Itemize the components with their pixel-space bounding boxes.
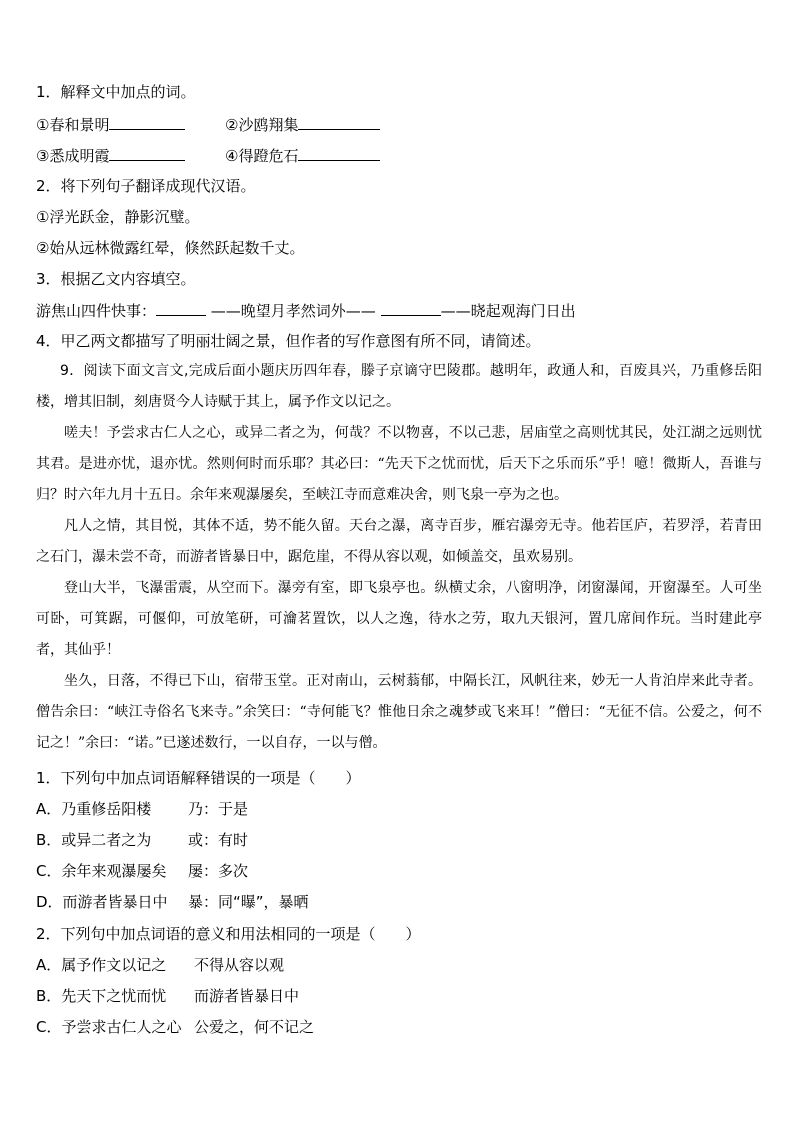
q1-title: 1．解释文中加点的词。 (36, 83, 196, 101)
q2-title: 2．将下列句子翻译成现代汉语。 (36, 177, 256, 195)
mc1-option-d-def: 暴：同“曝”，暴晒 (188, 893, 309, 911)
mc2-option-c[interactable] (36, 1017, 314, 1037)
mc1-option-c[interactable] (36, 861, 248, 881)
mc2-option-a-def: 不得从容以观 (194, 956, 285, 974)
q3-fill-line (36, 300, 576, 321)
q3-mid: ——晚望月孝然词外—— (210, 302, 376, 320)
mc2-option-b-label: B．先天下之忧而忧 (36, 987, 167, 1005)
q1-row-1 (36, 114, 380, 135)
mc2-option-a-label: A．属予作文以记之 (36, 956, 167, 974)
q3-title: 3．根据乙文内容填空。 (36, 270, 196, 288)
q3-end: ——晓起观海门日出 (440, 302, 576, 320)
mc1-option-a-def: 乃：于是 (188, 800, 249, 818)
passage-paragraph-5: 坐久，日落，不得已下山，宿带玉堂。正对南山，云树蓊郁，中隔长江，风帆往来，妙无一人肯泊岸来此寺者。僧告余曰：“峡江寺俗名飞来寺。”余笑曰：“寺何能飞？惟他日余之魂梦或飞来耳！”僧曰：“无征不信。公爱之，何不记之！”余曰：“诺。”已遂述数行，一以自存，一以与僧。 (36, 673, 762, 751)
q1-item-a: ①春和景明 (36, 116, 110, 134)
mc1-option-d[interactable] (36, 892, 309, 912)
q3-lead: 游焦山四件快事： (36, 302, 157, 320)
mc2-option-b[interactable] (36, 986, 299, 1006)
mc1-option-a-label: A．乃重修岳阳楼 (36, 800, 152, 818)
mc2-option-a[interactable] (36, 955, 284, 975)
mc1-option-d-label: D．而游者皆暴日中 (36, 893, 168, 911)
passage-paragraph-3: 凡人之情，其目悦，其体不适，势不能久留。天台之瀑，离寺百步，雁宕瀑旁无寺。他若匡庐，若罗浮，若青田之石门，瀑未尝不奇，而游者皆暴日中，踞危崖，不得从容以观，如倾盖交，虽欢易别。 (36, 518, 762, 565)
q1-item-b: ②沙鸥翔集 (225, 116, 299, 134)
passage-paragraph-2: 嗟夫！予尝求古仁人之心，或异二者之为，何哉？不以物喜，不以己悲，居庙堂之高则忧其民，处江湖之远则忧其君。是进亦忧，退亦忧。然则何时而乐耶？其必曰：“先天下之忧而忧，后天下之乐而乐”乎！噫！微斯人，吾谁与归？时六年九月十五日。余年来观瀑屡矣，至峡江寺而意难决舍，则飞泉一亭为之也。 (36, 425, 762, 503)
q2-item-a: ①浮光跃金，静影沉璧。 (36, 208, 200, 226)
q3-blank-1[interactable] (156, 300, 206, 316)
passage-paragraph-4: 登山大半，飞瀑雷震，从空而下。瀑旁有室，即飞泉亭也。纵横丈余，八窗明净，闭窗瀑闻，开窗瀑至。人可坐可卧，可箕踞，可偃仰，可放笔研，可瀹茗置饮，以人之逸，待水之劳，取九天银河，置几席间作玩。当时建此亭者，其仙乎！ (36, 580, 762, 658)
q3-blank-2[interactable] (381, 300, 441, 316)
passage-p1-text: 庆历四年春，滕子京谪守巴陵郡。越明年，政通人和，百废具兴，乃重修岳阳楼，增其旧制，刻唐贤今人诗赋于其上，属予作文以记之。 (36, 363, 763, 410)
mc2-option-b-def: 而游者皆暴日中 (194, 987, 300, 1005)
mc2-option-c-label: C．予尝求古仁人之心 (36, 1018, 182, 1036)
mc2-stem: 2．下列句中加点词语的意义和用法相同的一项是（ ） (36, 925, 421, 943)
mc1-option-b-def: 或：有时 (188, 831, 249, 849)
q1-row-2 (36, 145, 380, 166)
mc1-option-b[interactable] (36, 830, 248, 850)
q1-blank-c[interactable] (109, 145, 185, 161)
q1-blank-a[interactable] (109, 114, 185, 130)
passage-paragraph-1 (36, 356, 762, 418)
q1-blank-d[interactable] (298, 145, 380, 161)
q2-item-b: ②始从远林微露红晕，倏然跃起数千丈。 (36, 239, 305, 257)
q1-blank-b[interactable] (298, 114, 380, 130)
q4-title: 4．甲乙两文都描写了明丽壮阔之景，但作者的写作意图有所不同，请简述。 (36, 332, 541, 350)
mc1-option-c-def: 屡：多次 (188, 862, 249, 880)
mc1-option-c-label: C．余年来观瀑屡矣 (36, 862, 167, 880)
mc1-option-b-label: B．或异二者之为 (36, 831, 152, 849)
q1-item-c: ③悉成明霞 (36, 147, 110, 165)
mc2-option-c-def: 公爱之，何不记之 (194, 1018, 315, 1036)
mc1-stem: 1．下列句中加点词语解释错误的一项是（ ） (36, 769, 361, 787)
q9-intro: 9．阅读下面文言文,完成后面小题 (60, 363, 275, 379)
q1-item-d: ④得蹬危石 (225, 147, 299, 165)
mc1-option-a[interactable] (36, 799, 248, 819)
